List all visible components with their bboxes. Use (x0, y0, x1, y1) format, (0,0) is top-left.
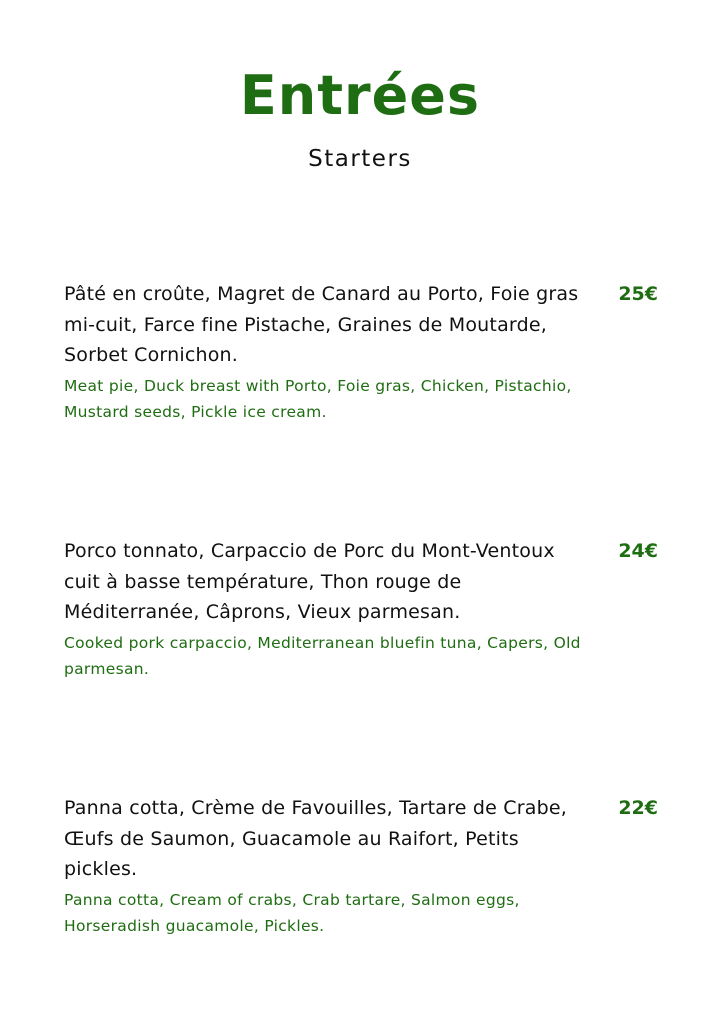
menu-item-name: Panna cotta, Crème de Favouilles, Tartare de Crabe, Œufs de Saumon, Guacamole au Raifort, Petits pickles. (64, 797, 567, 880)
menu-item-name: Porco tonnato, Carpaccio de Porc du Mont-Ventoux cuit à basse température, Thon rouge de Méditerranée, Câprons, Vieux parmesan. (64, 540, 555, 623)
menu-item-text (64, 279, 584, 426)
menu-item-description: Panna cotta, Cream of crabs, Crab tartare, Salmon eggs, Horseradish guacamole, Pickles. (64, 890, 520, 935)
menu-item-name: Pâté en croûte, Magret de Canard au Porto, Foie gras mi-cuit, Farce fine Pistache, Graines de Moutarde, Sorbet Cornichon. (64, 283, 579, 366)
menu-item-price: 24€ (618, 540, 658, 562)
menu-item-price: 22€ (618, 797, 658, 819)
menu-item-price: 25€ (618, 283, 658, 305)
menu-item-description: Meat pie, Duck breast with Porto, Foie gras, Chicken, Pistachio, Mustard seeds, Pickle ice cream. (64, 376, 572, 421)
page-subtitle: Starters (308, 146, 412, 172)
menu-item-description: Cooked pork carpaccio, Mediterranean bluefin tuna, Capers, Old parmesan. (64, 633, 581, 678)
menu-item-text (64, 793, 584, 940)
menu-header (0, 62, 720, 174)
menu-item-text (64, 536, 584, 683)
page-title: Entrées (239, 64, 481, 127)
menu-item (64, 793, 664, 940)
menu-item (64, 536, 664, 683)
menu-item (64, 279, 664, 426)
